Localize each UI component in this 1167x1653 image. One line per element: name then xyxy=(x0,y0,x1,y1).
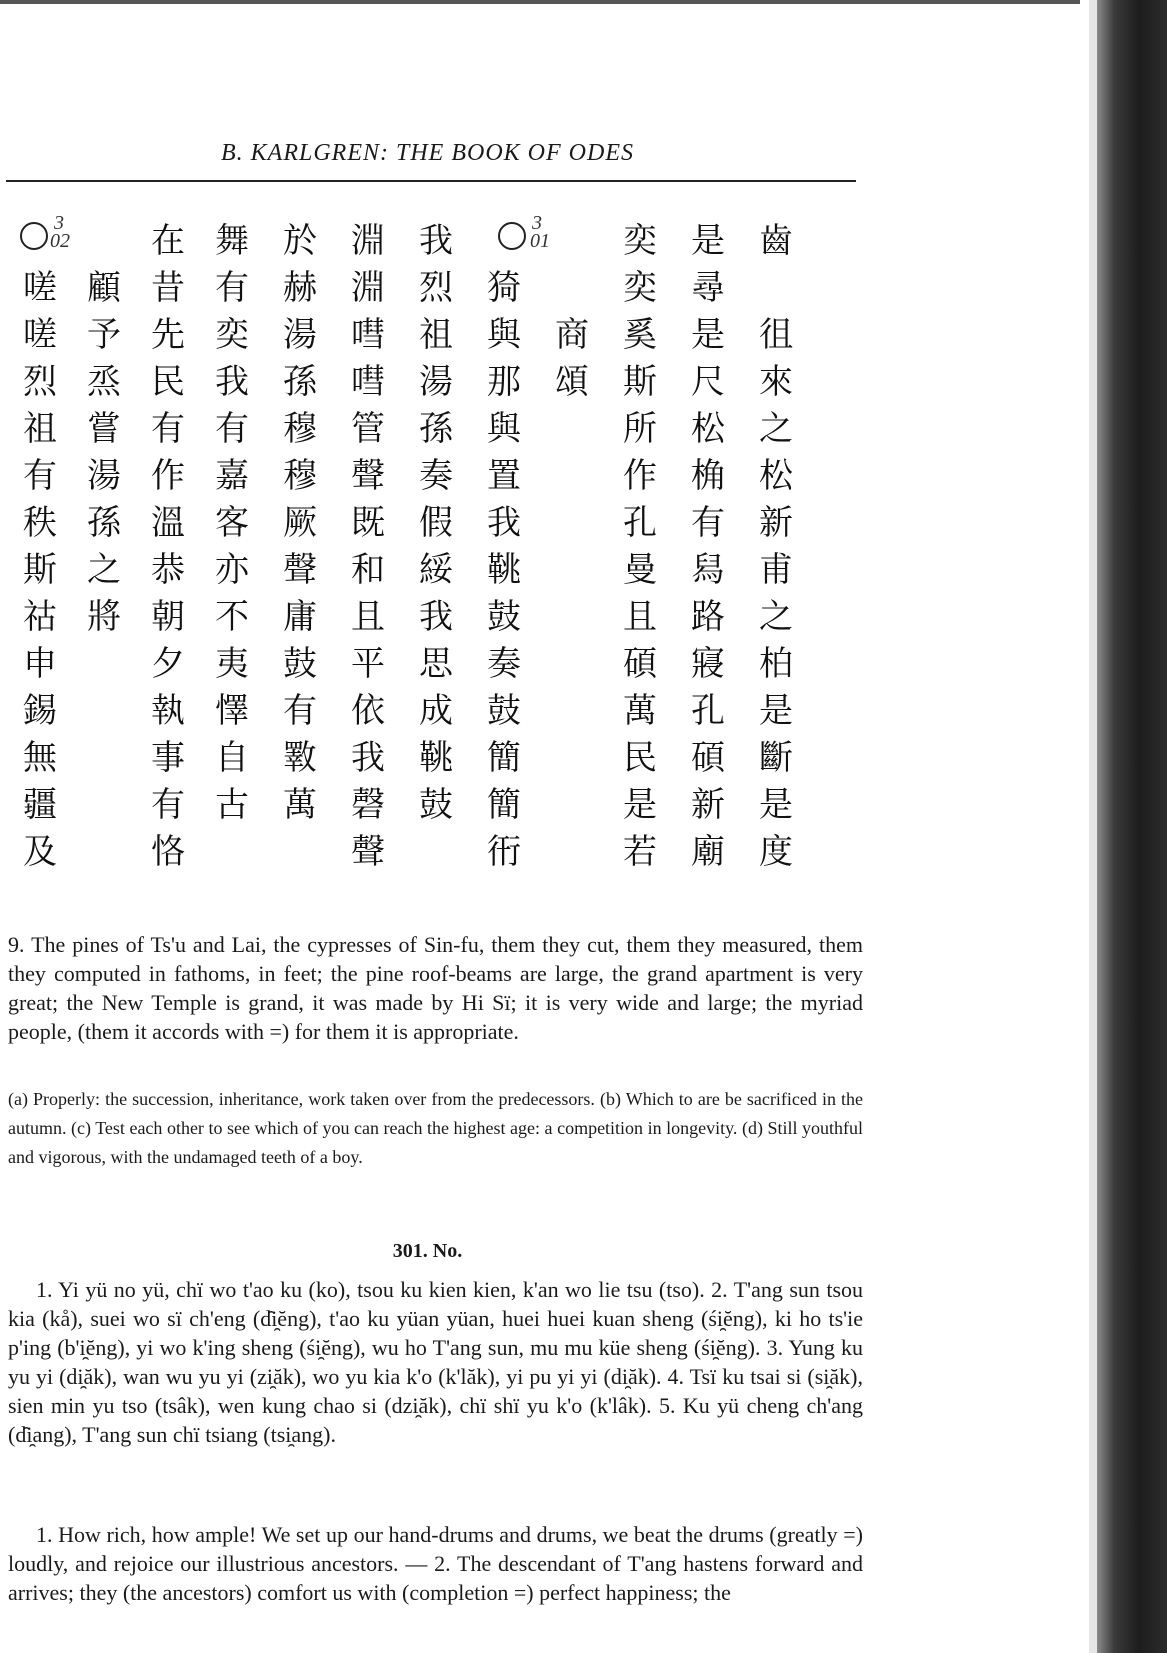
notes-9 xyxy=(8,1085,863,1172)
top-edge-line xyxy=(0,0,1080,4)
translation-text: 1. How rich, how ample! We set up our hand-drums and drums, we beat the drums (greatly =) loudly, and rejoice our illustrious ancestors. — 2. The descendant of T'ang hastens forward and arrives; they (the ancestors) comfort us with (completion =) perfect happiness; the xyxy=(8,1522,863,1605)
margin-number: 3 xyxy=(532,212,542,234)
header-rule xyxy=(6,180,856,182)
cjk-column-7: 我烈祖湯孫奏假綏我思成鞉鼓 xyxy=(419,221,453,825)
paragraph-9 xyxy=(8,930,863,1046)
cjk-column-13: 嗟嗟烈祖有秩斯祜申錫無疆及 xyxy=(23,268,57,872)
cjk-column-9: 於赫湯孫穆穆厥聲庸鼓有斁萬 xyxy=(283,221,317,825)
cjk-column-11: 在昔先民有作溫恭朝夕執事有恪 xyxy=(151,221,185,872)
margin-number: 02 xyxy=(50,230,70,252)
notes-9-text: (a) Properly: the succession, inheritance, work taken over from the predecessors. (b) Which to are be sacrificed in the autumn. (c) Test each other to see which of you can reach the highest age: a competition in longevity. (d) Still youthful and vigorous, with the undamaged teeth of a boy. xyxy=(8,1089,863,1167)
running-header: B. KARLGREN: THE BOOK OF ODES xyxy=(221,140,634,166)
romanization-text: 1. Yi yü no yü, chï wo t'ao ku (ko), tsou ku kien kien, k'an wo lie tsu (tso). 2. T'ang sun tsou kia (kå), suei wo sï ch'eng (d̑i̯ĕng), t'ao ku yüan yüan, huei huei kuan sheng (śi̯ĕng), ki ho ts'ie p'ing (b'i̯ĕng), yi wo k'ing sheng (śi̯ĕng), wu ho T'ang sun, mu mu küe sheng (śi̯ĕng). 3. Yung ku yu yi (di̯ăk), wan wu yu yi (zi̯ăk), wo yu kia k'o (k'lăk), yi pu yi yi (di̯ăk). 4. Tsï ku tsai si (si̯ăk), sien min yu tso (tsâk), wen kung chao si (dzi̯ăk), chï shï yu k'o (k'lâk). 5. Ku yü cheng ch'ang (d̑i̯ang), T'ang sun chï tsiang (tsi̯ang). xyxy=(8,1277,863,1447)
cjk-column-5: 商頌 xyxy=(555,315,589,402)
circle-mark xyxy=(498,222,526,250)
section-title: 301. No. xyxy=(392,1240,463,1262)
book-spine xyxy=(1097,0,1167,1653)
cjk-column-3: 是尋是尺松桷有舄路寢孔碩新廟 xyxy=(691,221,725,872)
cjk-column-12: 顧予烝嘗湯孫之將 xyxy=(87,268,121,637)
cjk-column-6: 猗與那與置我鞉鼓奏鼓簡簡衎 xyxy=(487,268,521,872)
page-edge xyxy=(1089,0,1097,1653)
margin-number: 3 xyxy=(54,212,64,234)
cjk-column-8: 淵淵嘒嘒管聲既和且平依我磬聲 xyxy=(351,221,385,872)
translation-block xyxy=(8,1520,863,1607)
margin-number: 01 xyxy=(530,230,550,252)
cjk-column-2: 徂來之松新甫之柏是斷是度 xyxy=(759,315,793,872)
circle-mark xyxy=(20,222,48,250)
cjk-column-10: 舞有奕我有嘉客亦不夷懌自古 xyxy=(215,221,249,825)
romanization-block xyxy=(8,1275,863,1449)
paragraph-9-text: 9. The pines of Ts'u and Lai, the cypresses of Sin-fu, them they cut, them they measured, them they computed in fathoms, in feet; the pine roof-beams are large, the grand apartment is very great; the New Temple is grand, it was made by Hi Sï; it is very wide and large; the myriad people, (them it accords with =) for them it is appropriate. xyxy=(8,932,863,1044)
cjk-column-1: 齒 xyxy=(759,221,793,261)
chinese-text-block xyxy=(14,212,859,878)
cjk-column-4: 奕奕奚斯所作孔曼且碩萬民是若 xyxy=(623,221,657,872)
